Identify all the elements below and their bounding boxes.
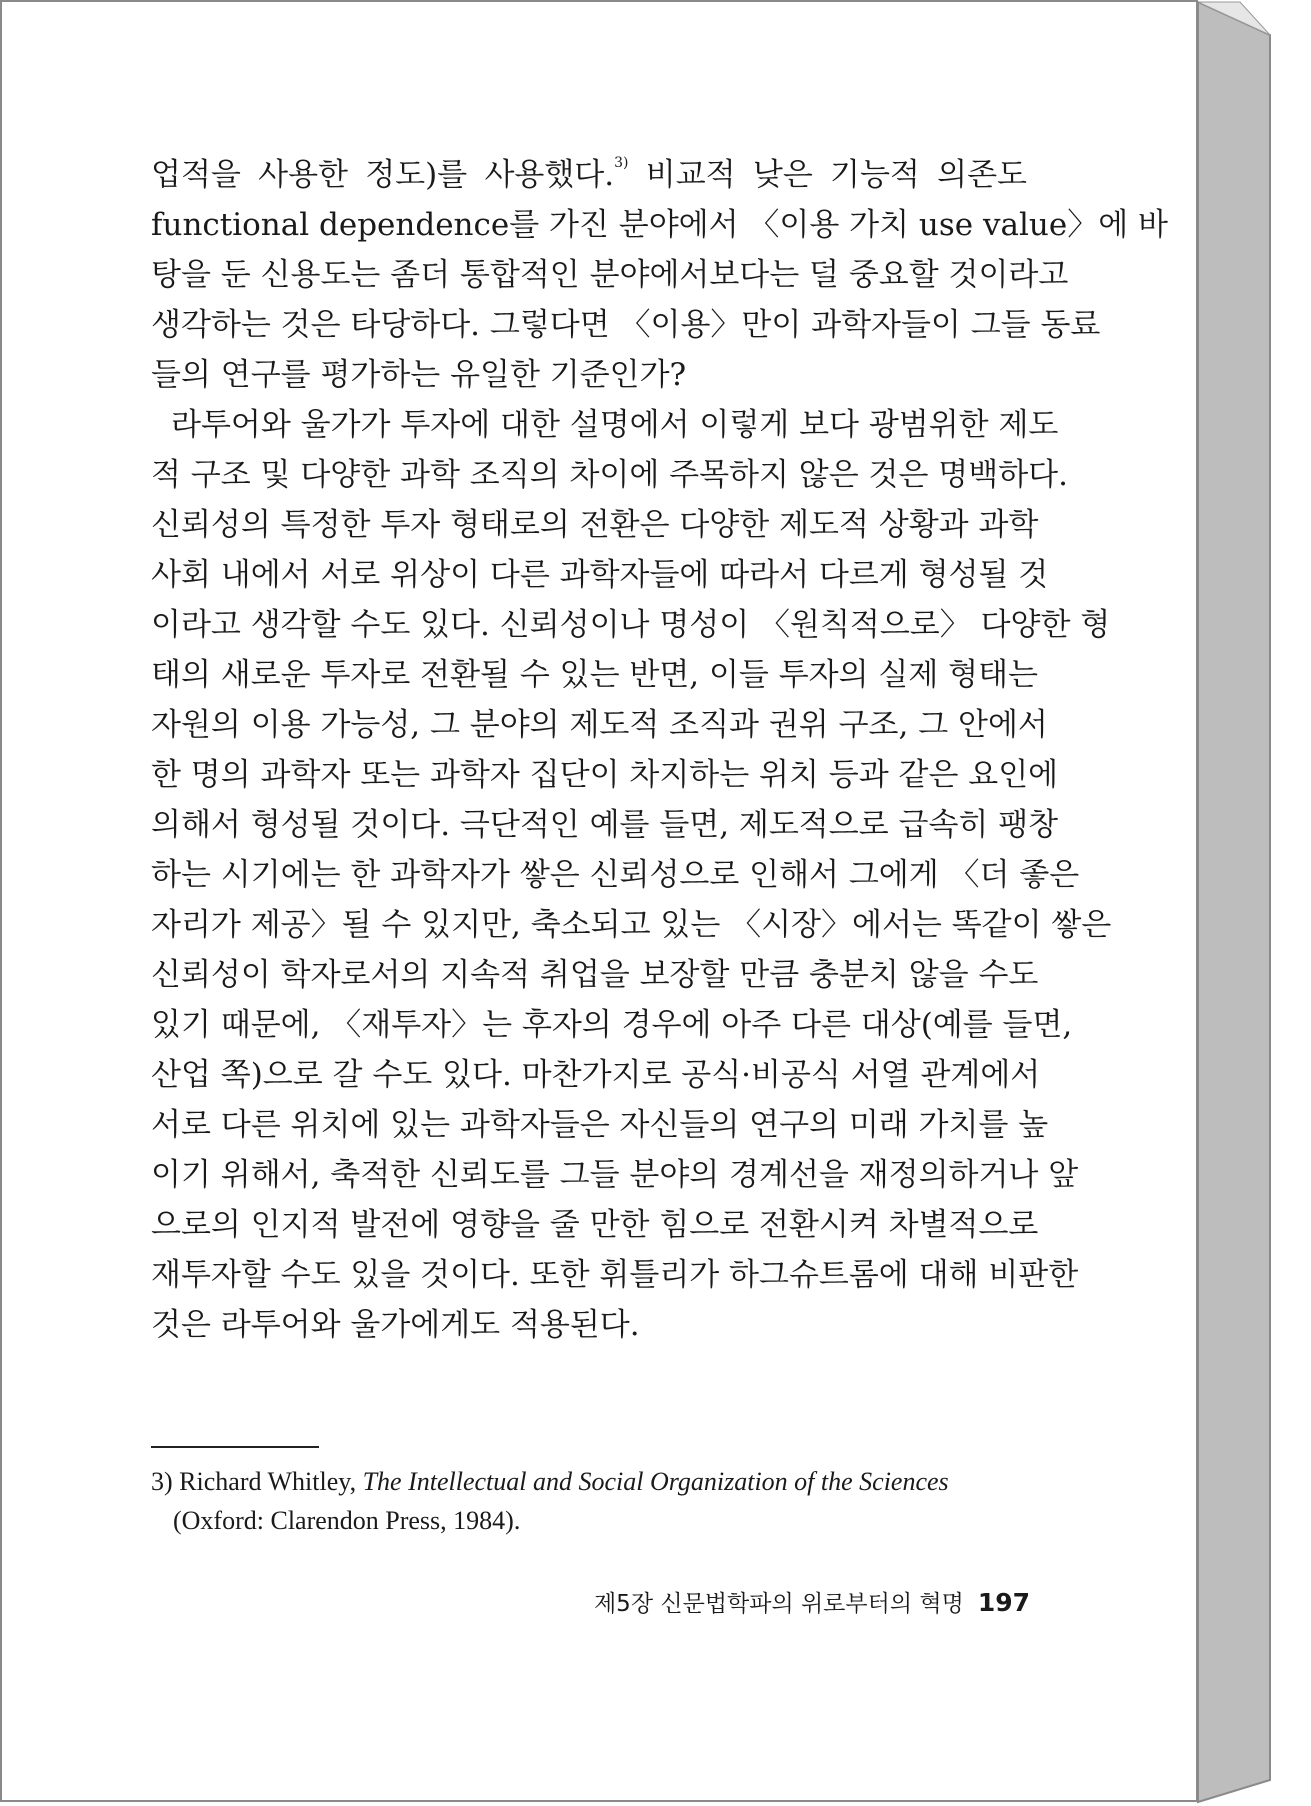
text-line: 적 구조 및 다양한 과학 조직의 차이에 주목하지 않은 것은 명백하다. <box>151 457 1068 493</box>
text-line: 사회 내에서 서로 위상이 다른 과학자들에 따라서 다르게 형성될 것 <box>151 557 1049 593</box>
text-line: 라투어와 울가가 투자에 대한 설명에서 이렇게 보다 광범위한 제도 <box>171 407 1059 443</box>
text-line: 서로 다른 위치에 있는 과학자들은 자신들의 연구의 미래 가치를 높 <box>151 1107 1049 1143</box>
footnote-title: The Intellectual and Social Organization of the Sciences <box>362 1467 949 1496</box>
text-line: 이라고 생각할 수도 있다. 신뢰성이나 명성이 〈원칙적으로〉 다양한 형 <box>151 607 1111 643</box>
text-line: 업적을 사용한 정도)를 사용했다.$^{3)}$ 비교적 낮은 기능적 의존도 <box>151 155 1027 193</box>
text-line: 자리가 제공〉될 수 있지만, 축소되고 있는 〈시장〉에서는 똑같이 쌓은 <box>151 907 1112 943</box>
text-line: 한 명의 과학자 또는 과학자 집단이 차지하는 위치 등과 같은 요인에 <box>151 757 1059 793</box>
text-line: 들의 연구를 평가하는 유일한 기준인가? <box>151 357 687 393</box>
chapter-title: 제5장 신문법학파의 위로부터의 혁명 <box>593 1591 964 1617</box>
text-line: 있기 때문에, 〈재투자〉는 후자의 경우에 아주 다른 대상(예를 들면, <box>151 1007 1073 1043</box>
text-line: 탕을 둔 신용도는 좀더 통합적인 분야에서보다는 덜 중요할 것이라고 <box>151 257 1069 293</box>
footnote-divider <box>151 1446 319 1448</box>
page-number: 197 <box>977 1588 1030 1617</box>
text-line: 신뢰성의 특정한 투자 형태로의 전환은 다양한 제도적 상황과 과학 <box>151 507 1039 543</box>
footnote-ref[interactable]: 3) <box>614 155 629 171</box>
text-line: 태의 새로운 투자로 전환될 수 있는 반면, 이들 투자의 실제 형태는 <box>151 657 1038 693</box>
footnote-publication: (Oxford: Clarendon Press, 1984). <box>173 1506 521 1535</box>
text-line: 것은 라투어와 울가에게도 적용된다. <box>151 1307 640 1343</box>
text-line: 이기 위해서, 축적한 신뢰도를 그들 분야의 경계선을 재정의하거나 앞 <box>151 1157 1079 1193</box>
text-line: 산업 쪽)으로 갈 수도 있다. 마찬가지로 공식·비공식 서열 관계에서 <box>151 1057 1041 1093</box>
text-line: 재투자할 수도 있을 것이다. 또한 휘틀리가 하그슈트롬에 대해 비판한 <box>151 1257 1079 1293</box>
running-footer <box>594 1585 1030 1618</box>
footnote <box>151 1462 1037 1540</box>
text-line: 자원의 이용 가능성, 그 분야의 제도적 조직과 권위 구조, 그 안에서 <box>151 707 1048 743</box>
text-line: 으로의 인지적 발전에 영향을 줄 만한 힘으로 전환시켜 차별적으로 <box>151 1207 1039 1243</box>
footnote-author: Richard Whitley, <box>179 1467 357 1496</box>
footnote-marker: 3) <box>151 1467 173 1496</box>
text-line: 의해서 형성될 것이다. 극단적인 예를 들면, 제도적으로 급속히 팽창 <box>151 807 1059 843</box>
body-text <box>151 150 1168 1350</box>
text-line: 신뢰성이 학자로서의 지속적 취업을 보장할 만큼 충분치 않을 수도 <box>151 957 1039 993</box>
text-line: 생각하는 것은 타당하다. 그렇다면 〈이용〉만이 과학자들이 그들 동료 <box>151 307 1101 343</box>
text-line: functional dependence를 가진 분야에서 〈이용 가치 use value〉에 바 <box>151 207 1168 243</box>
text-line: 하는 시기에는 한 과학자가 쌓은 신뢰성으로 인해서 그에게 〈더 좋은 <box>151 857 1080 893</box>
footnote-line <box>151 1462 1037 1501</box>
